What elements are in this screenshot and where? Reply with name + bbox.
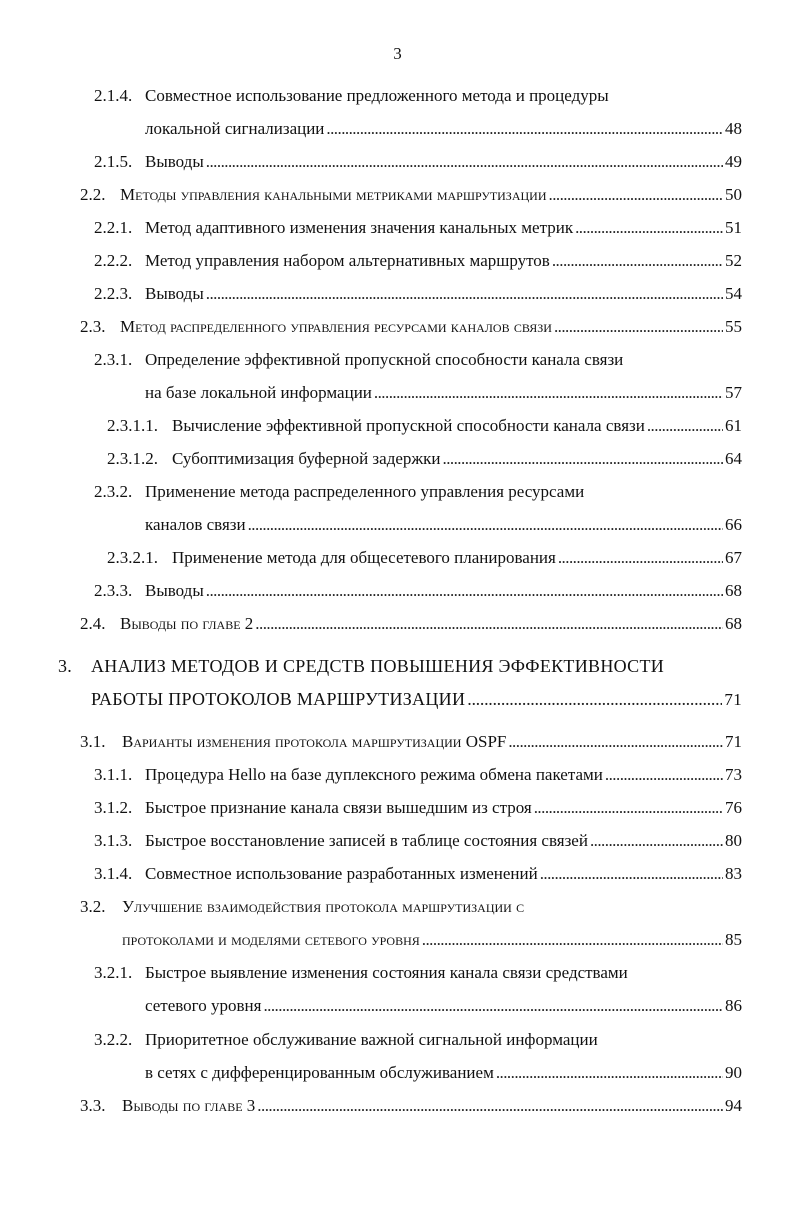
- toc-entry-number: 2.3.2.1.: [107, 548, 158, 567]
- toc-entry-title: Выводы: [145, 581, 204, 600]
- toc-entry-title: Применение метода распределенного управления ресурсами: [145, 482, 585, 501]
- toc-entry-number: 2.2.2.: [94, 251, 133, 270]
- toc-entry[interactable]: [0, 730, 795, 754]
- toc-entry-title: Методы управления канальными метриками маршрутизации: [120, 185, 547, 204]
- toc-entry[interactable]: [0, 513, 795, 537]
- toc-entry-page: 86: [725, 996, 742, 1015]
- toc-entry-number: 3.3.: [80, 1096, 106, 1115]
- toc-entry-line: [0, 348, 795, 372]
- toc-entry-title: Выводы: [145, 284, 204, 303]
- toc-entry-page: 76: [725, 798, 742, 817]
- toc-entry-title: Быстрое признание канала связи вышедшим из строя: [145, 798, 532, 817]
- toc-entry-title: Совместное использование предложенного метода и процедуры: [145, 86, 609, 105]
- toc-entry-number: 2.3.1.: [94, 350, 133, 369]
- leader-dots: [534, 796, 723, 820]
- leader-dots: [575, 216, 723, 240]
- toc-entry-page: 83: [725, 864, 742, 883]
- toc-entry-title: Варианты изменения протокола маршрутизации OSPF: [122, 732, 507, 751]
- toc-entry-title-cont: сетевого уровня: [145, 996, 262, 1015]
- toc-entry-title: Улучшение взаимодействия протокола маршрутизации с: [122, 897, 525, 916]
- toc-entry-number: 2.3.3.: [94, 581, 133, 600]
- toc-entry-number: 2.1.4.: [94, 86, 133, 105]
- toc-entry-line: [0, 961, 795, 985]
- toc-entry-title: Выводы: [145, 152, 204, 171]
- toc-entry-number: 3.1.3.: [94, 831, 133, 850]
- leader-dots: [206, 282, 723, 306]
- leader-dots: [496, 1061, 723, 1085]
- leader-dots: [263, 994, 723, 1018]
- toc-entry[interactable]: [0, 414, 795, 438]
- leader-dots: [257, 1094, 723, 1118]
- toc-entry-title: Совместное использование разработанных изменений: [145, 864, 538, 883]
- toc-entry-line: [0, 84, 795, 108]
- toc-entry-page: 67: [725, 548, 742, 567]
- toc-chapter-title: АНАЛИЗ МЕТОДОВ И СРЕДСТВ ПОВЫШЕНИЯ ЭФФЕКТИВНОСТИ: [91, 656, 665, 676]
- leader-dots: [554, 315, 723, 339]
- toc-entry-line: [0, 1028, 795, 1052]
- toc-chapter-title-cont: РАБОТЫ ПРОТОКОЛОВ МАРШРУТИЗАЦИИ: [91, 689, 466, 709]
- toc-entry-number: 3.2.: [80, 897, 106, 916]
- toc-entry-title: Субоптимизация буферной задержки: [172, 449, 441, 468]
- toc-entry[interactable]: [0, 1094, 795, 1118]
- toc-entry-number: 3.1.2.: [94, 798, 133, 817]
- toc-entry-line: [0, 895, 795, 919]
- toc-entry-page: 80: [725, 831, 742, 850]
- toc-entry[interactable]: [0, 447, 795, 471]
- toc-entry-page: 48: [725, 119, 742, 138]
- toc-chapter[interactable]: [0, 687, 795, 711]
- toc-entry-title: Процедура Hello на базе дуплексного режима обмена пакетами: [145, 765, 603, 784]
- toc-entry-title: Применение метода для общесетевого планирования: [172, 548, 556, 567]
- toc-entry[interactable]: [0, 994, 795, 1018]
- leader-dots: [540, 862, 723, 886]
- leader-dots: [206, 579, 723, 603]
- toc-entry-title: Приоритетное обслуживание важной сигнальной информации: [145, 1030, 598, 1049]
- toc-entry-number: 2.1.5.: [94, 152, 133, 171]
- toc-entry-number: 3.1.1.: [94, 765, 133, 784]
- toc-entry-number: 2.4.: [80, 614, 106, 633]
- leader-dots: [206, 150, 723, 174]
- toc-entry-page: 51: [725, 218, 742, 237]
- leader-dots: [647, 414, 723, 438]
- page-number: 3: [393, 44, 402, 63]
- toc-entry[interactable]: [0, 216, 795, 240]
- leader-dots: [508, 730, 723, 754]
- toc-entry[interactable]: [0, 315, 795, 339]
- toc-entry-page: 94: [725, 1096, 742, 1115]
- toc-entry-title: Выводы по главе 2: [120, 614, 254, 633]
- leader-dots: [422, 928, 723, 952]
- toc-entry-page: 55: [725, 317, 742, 336]
- leader-dots: [326, 117, 723, 141]
- toc-entry-page: 85: [725, 930, 742, 949]
- toc-entry-title-cont: каналов связи: [145, 515, 246, 534]
- toc-entry-title-cont: протоколами и моделями сетевого уровня: [122, 930, 420, 949]
- toc-entry-number: 3.1.: [80, 732, 106, 751]
- toc-entry-page: 49: [725, 152, 742, 171]
- leader-dots: [605, 763, 723, 787]
- toc-entry-title-cont: на базе локальной информации: [145, 383, 372, 402]
- toc-entry-page: 50: [725, 185, 742, 204]
- toc-entry[interactable]: [0, 862, 795, 886]
- toc-entry-title: Метод управления набором альтернативных маршрутов: [145, 251, 550, 270]
- toc-entry-title: Быстрое восстановление записей в таблице состояния связей: [145, 831, 588, 850]
- toc-entry-number: 2.3.1.1.: [107, 416, 158, 435]
- toc-entry-page: 73: [725, 765, 742, 784]
- leader-dots: [590, 829, 723, 853]
- toc-entry[interactable]: [0, 796, 795, 820]
- toc-entry-page: 64: [725, 449, 742, 468]
- toc-entry-page: 68: [725, 581, 742, 600]
- toc-entry-number: 2.3.1.2.: [107, 449, 158, 468]
- toc-entry-title-cont: локальной сигнализации: [145, 119, 325, 138]
- toc-entry[interactable]: [0, 829, 795, 853]
- toc-entry[interactable]: [0, 763, 795, 787]
- toc-entry-number: 2.2.: [80, 185, 106, 204]
- toc-entry-title: Выводы по главе 3: [122, 1096, 256, 1115]
- toc-entry[interactable]: [0, 249, 795, 273]
- toc-entry[interactable]: [0, 928, 795, 952]
- toc-chapter-line: [0, 654, 795, 678]
- toc-entry-page: 52: [725, 251, 742, 270]
- leader-dots: [467, 687, 722, 711]
- toc-entry-line: [0, 480, 795, 504]
- toc-entry[interactable]: [0, 612, 795, 636]
- toc-entry-page: 71: [724, 690, 742, 709]
- leader-dots: [374, 381, 723, 405]
- toc-entry-title: Метод адаптивного изменения значения канальных метрик: [145, 218, 574, 237]
- toc-entry-title-cont: в сетях с дифференцированным обслуживанием: [145, 1063, 494, 1082]
- toc-entry-title: Быстрое выявление изменения состояния канала связи средствами: [145, 963, 628, 982]
- toc-entry-title: Метод распределенного управления ресурсами каналов связи: [120, 317, 552, 336]
- toc-entry-title: Вычисление эффективной пропускной способности канала связи: [172, 416, 645, 435]
- toc-entry-page: 71: [725, 732, 742, 751]
- leader-dots: [549, 183, 724, 207]
- toc-entry[interactable]: [0, 546, 795, 570]
- toc-entry-page: 54: [725, 284, 742, 303]
- toc-entry[interactable]: [0, 381, 795, 405]
- toc-entry[interactable]: [0, 150, 795, 174]
- toc-entry[interactable]: [0, 579, 795, 603]
- toc-entry-page: 66: [725, 515, 742, 534]
- toc-entry-title: Определение эффективной пропускной способности канала связи: [145, 350, 624, 369]
- toc-entry-number: 3.2.2.: [94, 1030, 133, 1049]
- toc-entry[interactable]: [0, 117, 795, 141]
- toc-entry-number: 2.2.1.: [94, 218, 133, 237]
- toc-entry-number: 3.2.1.: [94, 963, 133, 982]
- toc-entry[interactable]: [0, 282, 795, 306]
- toc-entry[interactable]: [0, 183, 795, 207]
- leader-dots: [255, 612, 723, 636]
- toc-entry-page: 68: [725, 614, 742, 633]
- toc-chapter-number: 3.: [58, 656, 73, 676]
- toc-entry-number: 3.1.4.: [94, 864, 133, 883]
- leader-dots: [248, 513, 723, 537]
- leader-dots: [443, 447, 724, 471]
- toc-entry-number: 2.3.: [80, 317, 106, 336]
- toc-entry-page: 90: [725, 1063, 742, 1082]
- toc-entry-page: 61: [725, 416, 742, 435]
- toc-entry-number: 2.2.3.: [94, 284, 133, 303]
- toc-entry-page: 57: [725, 383, 742, 402]
- toc-entry-number: 2.3.2.: [94, 482, 133, 501]
- leader-dots: [558, 546, 723, 570]
- leader-dots: [552, 249, 723, 273]
- toc-entry[interactable]: [0, 1061, 795, 1085]
